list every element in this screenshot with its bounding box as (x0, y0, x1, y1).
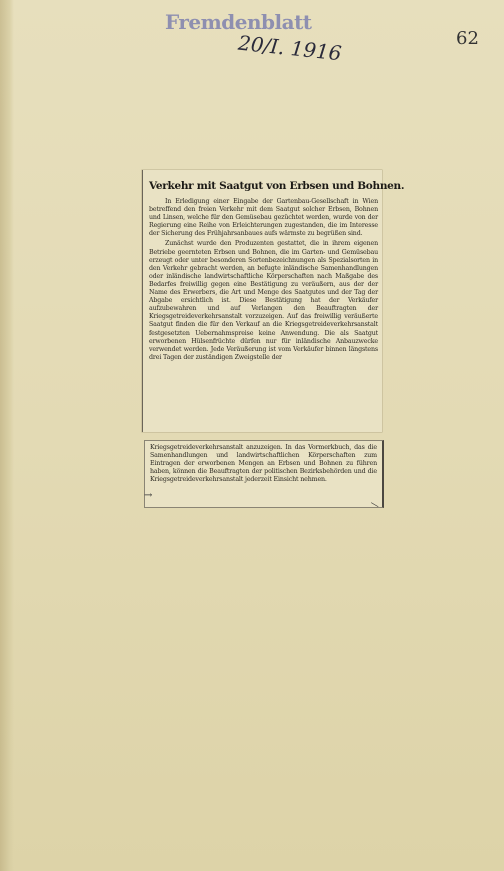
pencil-tick-mark: — (368, 498, 381, 512)
page-number: 62 (456, 28, 479, 49)
article-headline: Verkehr mit Saatgut von Erbsen und Bohnen. (149, 180, 405, 192)
newspaper-clipping-continuation (144, 440, 384, 508)
newspaper-clipping-main (142, 170, 405, 432)
article-paragraph-1: In Erledigung einer Eingabe der Gartenbau-Gesellschaft in Wien betreffend den freien Verkehr mit dem Saatgut solcher Erbsen, Bohnen und Linsen, welche für den Gemüsebau gezüchtet werden, wurde von der Regierung eine Reihe von Erleichterungen zugestanden, die im Interesse der Sicherung des Frühjahrsanbaues aufs wärmste zu begrüßen sind. (149, 198, 378, 238)
article-paragraph-2: Zunächst wurde den Produzenten gestattet, die in ihrem eigenen Betriebe geernteten Erbsen und Bohnen, die im Garten- und Gemüsebau erzeugt oder unter besonderen Sortenbezeichnungen als Spezialsorten in den Verkehr gebracht werden, an befugte inländische Samenhandlungen oder inländische landwirtschaftliche Körperschaften nach Maßgabe des Bedarfes freiwillig gegen eine Bestätigung zu veräußern, aus der der Name des Erwerbers, die Art und Menge des Saatgutes und der Tag der Abgabe ersichtlich ist. Diese Bestätigung hat der Verkäufer aufzubewahren und auf Verlangen den Beauftragten der Kriegsgetreideverkehrsanstalt vorzuzeigen. Auf das freiwillig veräußerte Saatgut finden die für den Verkauf an die Kriegsgetreideverkehrsanstalt festgesetzten Uebernahmspreise keine Anwendung. Die als Saatgut erworbenen Hülsenfrüchte dürfen nur für inländische Anbauzwecke verwendet werden. Jede Veräußerung ist vom Verkäufer binnen längstens drei Tagen der zuständigen Zweigstelle der (149, 240, 378, 361)
newspaper-stamp: Fremdenblatt (165, 10, 312, 34)
page-edge-shadow (0, 0, 14, 871)
pencil-arrow-mark: → (144, 490, 153, 501)
article-continuation: Kriegsgetreideverkehrsanstalt anzuzeigen. In das Vormerkbuch, das die Samenhandlungen und landwirtschaftlichen Körperschaften zum Eintragen der erworbenen Mengen an Erbsen und Bohnen zu führen haben, können die Beauftragten der politischen Bezirksbehörden und die Kriegsgetreideverkehrsanstalt jederzeit Einsicht nehmen. (150, 444, 377, 484)
handwritten-date: 20/I. 1916 (237, 30, 343, 66)
